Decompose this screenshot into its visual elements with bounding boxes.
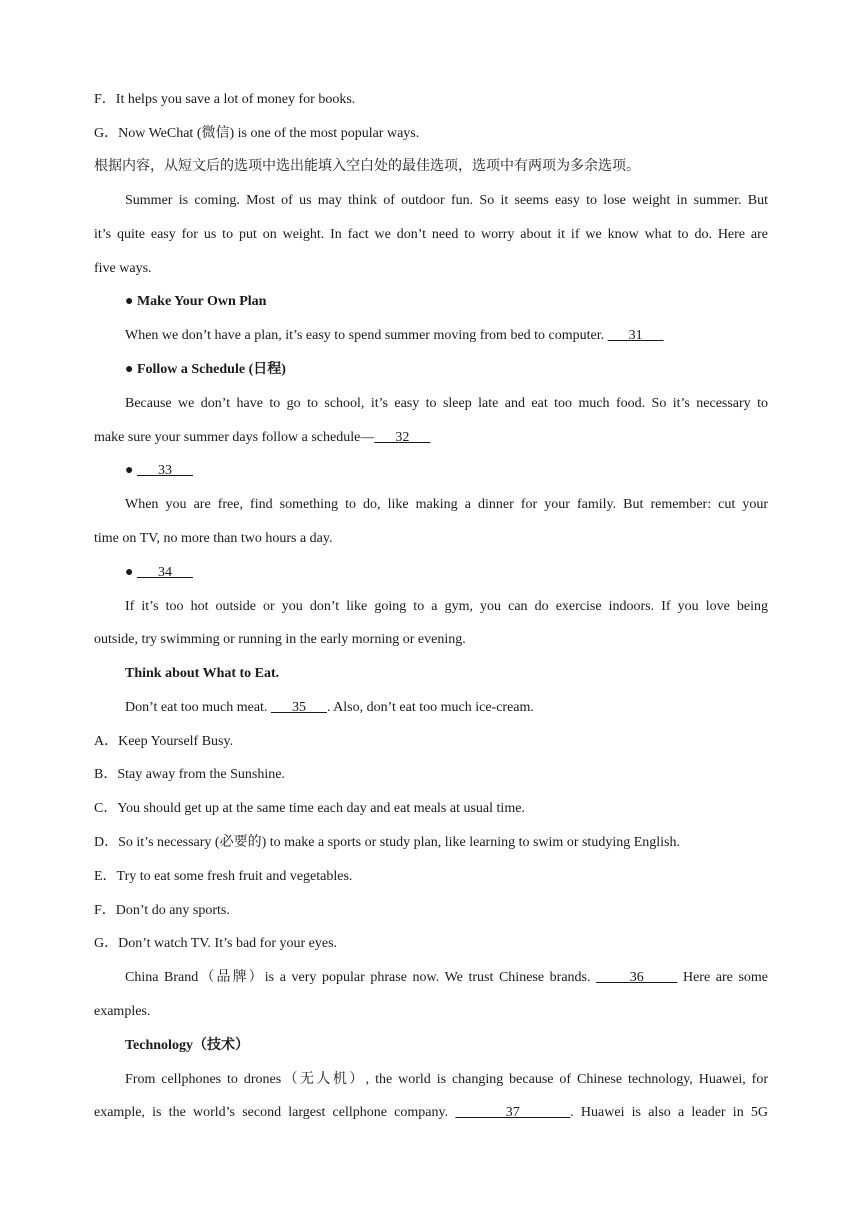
passage2-intro-line1	[125, 968, 768, 988]
heading-technology: Technology（技术）	[125, 1038, 249, 1053]
blank-33: 33	[136, 463, 193, 478]
blank-37: 37	[455, 1105, 571, 1120]
heading-34-line	[125, 563, 768, 583]
blank-36: 36	[596, 970, 678, 985]
tech-text-line2	[94, 1103, 768, 1123]
heading-33-line	[125, 461, 768, 481]
plan-text-line	[125, 326, 768, 346]
tech-text-b: . Huawei is also a leader in 5G	[570, 1105, 769, 1120]
passage1-intro-line2: it’s quite easy for us to put on weight. In fact we don’t need to worry about it if we know what to do. Here are	[94, 227, 768, 242]
free-text-line2: time on TV, no more than two hours a day.	[94, 531, 333, 546]
passage1-intro-line3: five ways.	[94, 261, 152, 276]
passage1-intro-line1: Summer is coming. Most of us may think of outdoor fun. So it seems easy to lose weight in summer. But	[125, 193, 768, 208]
option-b: B．Stay away from the Sunshine.	[94, 767, 285, 782]
schedule-text-line2	[94, 428, 768, 448]
bullet-33: ●	[125, 463, 134, 478]
option-f-top: F．It helps you save a lot of money for books.	[94, 92, 356, 107]
option-e: E．Try to eat some fresh fruit and vegetables.	[94, 869, 353, 884]
exercise-text-line2: outside, try swimming or running in the early morning or evening.	[94, 632, 466, 647]
plan-text: When we don’t have a plan, it’s easy to spend summer moving from bed to computer.	[125, 328, 605, 343]
bullet-34: ●	[125, 565, 134, 580]
blank-34: 34	[136, 565, 193, 580]
schedule-text: make sure your summer days follow a schedule—	[94, 430, 375, 445]
eat-text-b: . Also, don’t eat too much ice-cream.	[326, 700, 534, 715]
blank-31: 31	[607, 328, 664, 343]
option-g-top: G．Now WeChat (微信) is one of the most popular ways.	[94, 126, 420, 141]
tech-text-a: example, is the world’s second largest cellphone company.	[94, 1105, 449, 1120]
blank-35: 35	[270, 700, 327, 715]
heading-make-plan: ● Make Your Own Plan	[125, 294, 267, 309]
passage2-intro-a: China Brand（品牌）is a very popular phrase now. We trust Chinese brands.	[125, 970, 591, 985]
schedule-text-line1: Because we don’t have to go to school, it’s easy to sleep late and eat too much food. So it’s necessary to	[125, 396, 768, 411]
passage2-intro-b: Here are some	[682, 970, 769, 985]
option-a: A．Keep Yourself Busy.	[94, 734, 234, 749]
option-d: D．So it’s necessary (必要的) to make a sports or study plan, like learning to swim or studying English.	[94, 835, 680, 850]
heading-what-to-eat: Think about What to Eat.	[125, 666, 280, 681]
eat-text-line	[125, 698, 768, 718]
heading-follow-schedule: ● Follow a Schedule (日程)	[125, 362, 286, 377]
exercise-text-line1: If it’s too hot outside or you don’t like going to a gym, you can do exercise indoors. If you love being	[125, 599, 768, 614]
instruction: 根据内容，从短文后的选项中选出能填入空白处的最佳选项，选项中有两项为多余选项。	[94, 159, 640, 174]
option-c: C．You should get up at the same time each day and eat meals at usual time.	[94, 801, 525, 816]
eat-text-a: Don’t eat too much meat.	[125, 700, 268, 715]
option-g: G．Don’t watch TV. It’s bad for your eyes.	[94, 936, 338, 951]
passage2-intro-line2: examples.	[94, 1004, 151, 1019]
free-text-line1: When you are free, find something to do, like making a dinner for your family. But remember: cut your	[125, 497, 768, 512]
blank-32: 32	[374, 430, 431, 445]
option-f: F．Don’t do any sports.	[94, 903, 230, 918]
tech-text-line1: From cellphones to drones（无人机）, the world is changing because of Chinese technology, Huawei, for	[125, 1072, 768, 1087]
